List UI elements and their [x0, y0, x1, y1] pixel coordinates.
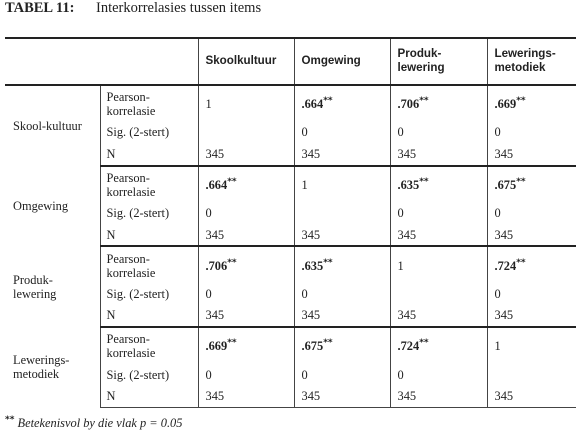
n-value: 345	[390, 224, 487, 247]
row-variable-label: Lewerings- metodiek	[5, 327, 100, 407]
column-header-produklewering: Produk- lewering	[390, 38, 487, 85]
stat-label-sig: Sig. (2-stert)	[106, 125, 170, 140]
pearson-value: 1	[390, 246, 487, 283]
stat-label-n: N	[100, 385, 198, 407]
pearson-value: 1	[487, 327, 576, 364]
n-value: 345	[487, 304, 576, 327]
table-row	[5, 166, 576, 203]
column-header-skoolkultuur: Skoolkultuur	[198, 38, 294, 85]
sig-value: 0	[487, 122, 576, 143]
header-corner	[5, 38, 198, 85]
sig-value: 0	[294, 122, 390, 143]
n-value: 345	[294, 385, 390, 407]
table-title: Interkorrelasies tussen items	[96, 0, 262, 16]
table-caption	[5, 0, 262, 17]
significance-marker: **	[419, 338, 429, 349]
sig-value	[294, 203, 390, 224]
stat-label-sig: Sig. (2-stert)	[106, 367, 170, 382]
significance-marker: **	[227, 257, 237, 268]
sig-value: 0	[390, 364, 487, 385]
n-value: 345	[294, 143, 390, 166]
row-variable-label: Skool-kultuur	[5, 85, 100, 166]
table-row	[5, 85, 576, 122]
sig-value: 0	[294, 364, 390, 385]
sig-value: 0	[198, 364, 294, 385]
significance-marker: **	[419, 176, 429, 187]
significance-marker: **	[227, 176, 237, 187]
n-value: 345	[487, 385, 576, 407]
significance-marker: **	[323, 257, 333, 268]
sig-value: 0	[487, 284, 576, 305]
column-header-omgewing: Omgewing	[294, 38, 390, 85]
n-value: 345	[390, 385, 487, 407]
n-value: 345	[198, 385, 294, 407]
pearson-value: .664**	[294, 85, 390, 122]
row-variable-label: Omgewing	[5, 166, 100, 247]
n-value: 345	[487, 143, 576, 166]
significance-marker: **	[419, 95, 429, 106]
pearson-value: .706**	[198, 246, 294, 283]
column-header-leweringsmetodiek: Lewerings- metodiek	[487, 38, 576, 85]
n-value: 345	[487, 224, 576, 247]
sig-value: 0	[294, 284, 390, 305]
stat-label-pearson: Pearson- korrelasie	[106, 251, 156, 280]
sig-value	[198, 122, 294, 143]
stat-label-sig: Sig. (2-stert)	[106, 286, 170, 301]
stat-label-pearson: Pearson- korrelasie	[106, 332, 156, 361]
correlation-table	[5, 37, 576, 408]
sig-value: 0	[390, 122, 487, 143]
stat-label-n: N	[100, 304, 198, 327]
significance-marker: **	[227, 338, 237, 349]
sig-value: 0	[198, 203, 294, 224]
table-row	[5, 327, 576, 364]
table-row	[5, 246, 576, 283]
pearson-value: .724**	[390, 327, 487, 364]
n-value: 345	[390, 143, 487, 166]
stat-label-pearson: Pearson- korrelasie	[106, 89, 156, 118]
significance-marker: **	[516, 257, 526, 268]
n-value: 345	[198, 224, 294, 247]
sig-value	[390, 284, 487, 305]
n-value: 345	[390, 304, 487, 327]
n-value: 345	[294, 224, 390, 247]
pearson-value: 1	[198, 85, 294, 122]
stat-label-n: N	[100, 224, 198, 247]
footnote-marker: **	[5, 414, 15, 425]
n-value: 345	[294, 304, 390, 327]
pearson-value: .635**	[390, 166, 487, 203]
stat-label-sig: Sig. (2-stert)	[106, 206, 170, 221]
pearson-value: 1	[294, 166, 390, 203]
pearson-value: .675**	[487, 166, 576, 203]
significance-marker: **	[323, 338, 333, 349]
stat-label-n: N	[100, 143, 198, 166]
significance-marker: **	[323, 95, 333, 106]
sig-value: 0	[198, 284, 294, 305]
pearson-value: .635**	[294, 246, 390, 283]
sig-value: 0	[390, 203, 487, 224]
pearson-value: .669**	[198, 327, 294, 364]
pearson-value: .675**	[294, 327, 390, 364]
pearson-value: .669**	[487, 85, 576, 122]
footnote-text: Betekenisvol by die vlak p = 0.05	[17, 416, 183, 430]
n-value: 345	[198, 304, 294, 327]
footnote	[5, 416, 182, 431]
significance-marker: **	[516, 176, 526, 187]
header-row	[5, 38, 576, 85]
pearson-value: .706**	[390, 85, 487, 122]
sig-value: 0	[487, 203, 576, 224]
significance-marker: **	[516, 95, 526, 106]
sig-value	[487, 364, 576, 385]
row-variable-label: Produk- lewering	[5, 246, 100, 327]
pearson-value: .664**	[198, 166, 294, 203]
table-label: TABEL 11:	[5, 0, 75, 16]
pearson-value: .724**	[487, 246, 576, 283]
stat-label-pearson: Pearson- korrelasie	[106, 170, 156, 199]
n-value: 345	[198, 143, 294, 166]
